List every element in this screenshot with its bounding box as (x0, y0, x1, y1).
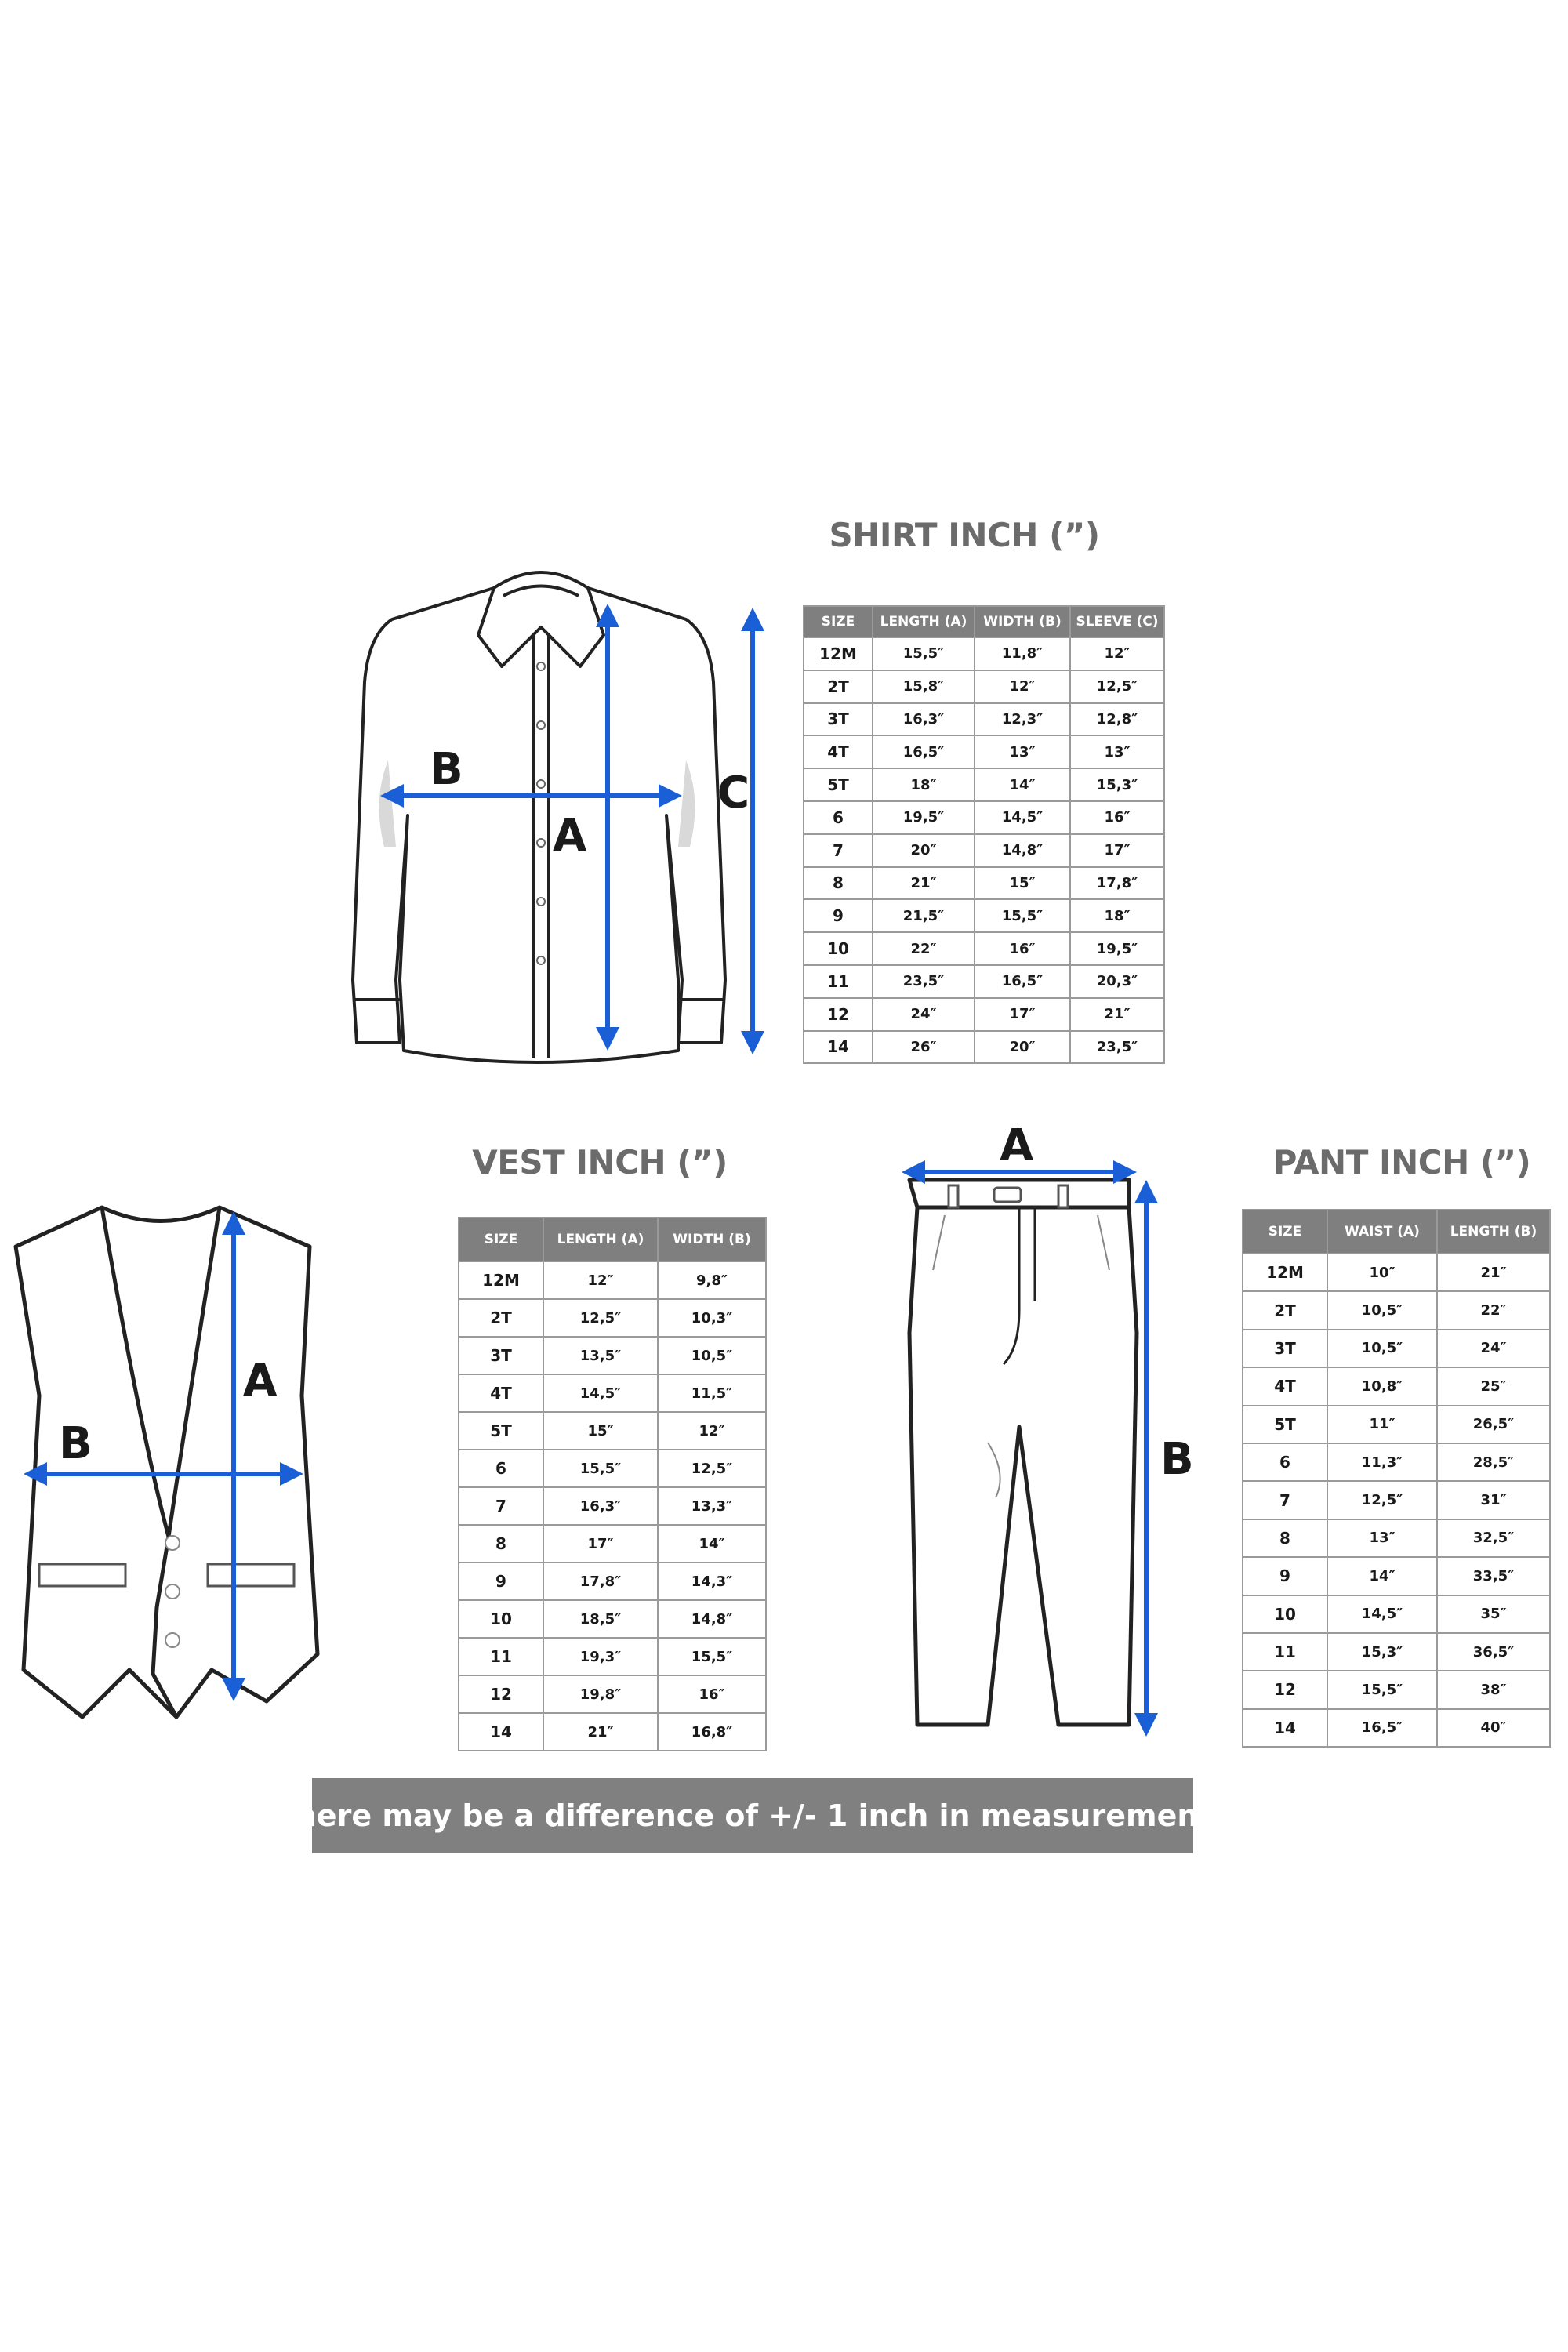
vest-cell: 9 (459, 1563, 543, 1600)
pant-table-row (1243, 1367, 1550, 1405)
shirt-cell: 15,5″ (873, 637, 975, 670)
pant-cell: 16,5″ (1327, 1709, 1437, 1747)
vest-cell: 16,8″ (658, 1713, 766, 1751)
shirt-table-row (804, 670, 1164, 703)
pant-cell: 2T (1243, 1291, 1327, 1329)
vest-cell: 15″ (543, 1412, 658, 1450)
pant-cell: 5T (1243, 1406, 1327, 1443)
vest-cell: 19,3″ (543, 1638, 658, 1675)
vest-cell: 14,5″ (543, 1374, 658, 1412)
shirt-table-row (804, 735, 1164, 768)
shirt-cell: 2T (804, 670, 873, 703)
shirt-title: SHIRT INCH (”) (829, 516, 1100, 554)
vest-cell: 11,5″ (658, 1374, 766, 1412)
vest-header-length: LENGTH (A) (543, 1218, 658, 1261)
pant-cell: 15,3″ (1327, 1633, 1437, 1671)
vest-cell: 7 (459, 1487, 543, 1525)
vest-table-row (459, 1525, 766, 1563)
vest-dim-label-a: A (243, 1356, 278, 1406)
pant-cell: 13″ (1327, 1519, 1437, 1557)
shirt-table-row (804, 801, 1164, 834)
shirt-cell: 11 (804, 965, 873, 998)
shirt-cell: 12M (804, 637, 873, 670)
pant-cell: 38″ (1437, 1671, 1550, 1708)
shirt-size-table (803, 605, 1165, 1064)
pant-cell: 36,5″ (1437, 1633, 1550, 1671)
vest-dim-label-b: B (59, 1418, 93, 1469)
shirt-cell: 14″ (975, 768, 1070, 801)
pant-table-row (1243, 1481, 1550, 1519)
vest-title: VEST INCH (”) (472, 1143, 728, 1181)
vest-cell: 21″ (543, 1713, 658, 1751)
pant-table-row (1243, 1406, 1550, 1443)
shirt-cell: 17″ (1070, 834, 1164, 867)
shirt-cell: 23,5″ (1070, 1031, 1164, 1064)
vest-cell: 19,8″ (543, 1675, 658, 1713)
vest-cell: 14,3″ (658, 1563, 766, 1600)
vest-cell: 17″ (543, 1525, 658, 1563)
pant-cell: 11 (1243, 1633, 1327, 1671)
vest-cell: 12,5″ (543, 1299, 658, 1337)
shirt-cell: 26″ (873, 1031, 975, 1064)
pant-cell: 33,5″ (1437, 1557, 1550, 1595)
pant-size-table (1242, 1209, 1551, 1748)
vest-header-size: SIZE (459, 1218, 543, 1261)
shirt-cell: 6 (804, 801, 873, 834)
vest-cell: 18,5″ (543, 1600, 658, 1638)
shirt-table-row (804, 834, 1164, 867)
pant-cell: 28,5″ (1437, 1443, 1550, 1481)
pant-table-row (1243, 1330, 1550, 1367)
shirt-cell: 16,3″ (873, 703, 975, 736)
vest-table-row (459, 1600, 766, 1638)
vest-table-row (459, 1299, 766, 1337)
pant-table-row (1243, 1254, 1550, 1291)
pant-cell: 24″ (1437, 1330, 1550, 1367)
vest-cell: 11 (459, 1638, 543, 1675)
vest-table-row (459, 1487, 766, 1525)
vest-cell: 15,5″ (543, 1450, 658, 1487)
pant-cell: 10 (1243, 1595, 1327, 1633)
shirt-cell: 19,5″ (1070, 932, 1164, 965)
pant-cell: 11,3″ (1327, 1443, 1437, 1481)
shirt-cell: 16″ (1070, 801, 1164, 834)
vest-cell: 4T (459, 1374, 543, 1412)
vest-cell: 13,3″ (658, 1487, 766, 1525)
pant-cell: 26,5″ (1437, 1406, 1550, 1443)
pant-header-waist: WAIST (A) (1327, 1210, 1437, 1254)
shirt-cell: 11,8″ (975, 637, 1070, 670)
vest-cell: 15,5″ (658, 1638, 766, 1675)
pant-cell: 40″ (1437, 1709, 1550, 1747)
shirt-header-width: WIDTH (B) (975, 606, 1070, 637)
vest-table-row (459, 1713, 766, 1751)
shirt-dim-label-a: A (553, 811, 587, 862)
pant-cell: 12 (1243, 1671, 1327, 1708)
shirt-cell: 13″ (975, 735, 1070, 768)
shirt-cell: 9 (804, 899, 873, 932)
shirt-cell: 16,5″ (975, 965, 1070, 998)
vest-cell: 10,3″ (658, 1299, 766, 1337)
vest-cell: 3T (459, 1337, 543, 1374)
vest-cell: 12M (459, 1261, 543, 1299)
pant-cell: 11″ (1327, 1406, 1437, 1443)
pant-table-row (1243, 1443, 1550, 1481)
shirt-header-sleeve: SLEEVE (C) (1070, 606, 1164, 637)
pant-cell: 31″ (1437, 1481, 1550, 1519)
pant-cell: 7 (1243, 1481, 1327, 1519)
vest-table-row (459, 1374, 766, 1412)
shirt-table-row (804, 703, 1164, 736)
pant-table-row (1243, 1557, 1550, 1595)
pant-header-length: LENGTH (B) (1437, 1210, 1550, 1254)
pant-illustration (902, 1120, 1200, 1748)
vest-cell: 10 (459, 1600, 543, 1638)
pant-cell: 32,5″ (1437, 1519, 1550, 1557)
vest-illustration (8, 1200, 337, 1733)
vest-table-row (459, 1563, 766, 1600)
vest-cell: 12,5″ (658, 1450, 766, 1487)
shirt-cell: 22″ (873, 932, 975, 965)
vest-table-row (459, 1261, 766, 1299)
vest-cell: 5T (459, 1412, 543, 1450)
shirt-cell: 12″ (1070, 637, 1164, 670)
shirt-cell: 23,5″ (873, 965, 975, 998)
vest-table-row (459, 1638, 766, 1675)
pant-cell: 14″ (1327, 1557, 1437, 1595)
pant-cell: 10,8″ (1327, 1367, 1437, 1405)
pant-cell: 12,5″ (1327, 1481, 1437, 1519)
shirt-cell: 24″ (873, 998, 975, 1031)
shirt-table-row (804, 768, 1164, 801)
pant-table-row (1243, 1709, 1550, 1747)
pant-cell: 8 (1243, 1519, 1327, 1557)
vest-cell: 12″ (543, 1261, 658, 1299)
shirt-cell: 14,8″ (975, 834, 1070, 867)
pant-title: PANT INCH (”) (1272, 1143, 1531, 1181)
shirt-cell: 14 (804, 1031, 873, 1064)
pant-cell: 9 (1243, 1557, 1327, 1595)
shirt-table-row (804, 637, 1164, 670)
pant-table-row (1243, 1519, 1550, 1557)
vest-cell: 17,8″ (543, 1563, 658, 1600)
shirt-cell: 15,8″ (873, 670, 975, 703)
pant-cell: 21″ (1437, 1254, 1550, 1291)
shirt-cell: 4T (804, 735, 873, 768)
shirt-cell: 12 (804, 998, 873, 1031)
shirt-cell: 10 (804, 932, 873, 965)
shirt-cell: 20″ (975, 1031, 1070, 1064)
pant-cell: 22″ (1437, 1291, 1550, 1329)
shirt-cell: 20,3″ (1070, 965, 1164, 998)
measurement-note: There may be a difference of +/- 1 inch in measurements (312, 1778, 1193, 1853)
shirt-cell: 12,5″ (1070, 670, 1164, 703)
shirt-cell: 12″ (975, 670, 1070, 703)
vest-cell: 2T (459, 1299, 543, 1337)
shirt-table-row (804, 998, 1164, 1031)
shirt-cell: 16″ (975, 932, 1070, 965)
shirt-cell: 20″ (873, 834, 975, 867)
shirt-table-row (804, 965, 1164, 998)
vest-cell: 16,3″ (543, 1487, 658, 1525)
shirt-table-row (804, 867, 1164, 900)
vest-table-row (459, 1450, 766, 1487)
pant-cell: 15,5″ (1327, 1671, 1437, 1708)
shirt-cell: 17″ (975, 998, 1070, 1031)
pant-cell: 14 (1243, 1709, 1327, 1747)
shirt-cell: 3T (804, 703, 873, 736)
pant-cell: 4T (1243, 1367, 1327, 1405)
pant-cell: 35″ (1437, 1595, 1550, 1633)
pant-table-row (1243, 1595, 1550, 1633)
pant-dim-label-b: B (1160, 1434, 1194, 1485)
vest-table-row (459, 1675, 766, 1713)
shirt-cell: 12,8″ (1070, 703, 1164, 736)
vest-cell: 16″ (658, 1675, 766, 1713)
pant-cell: 10″ (1327, 1254, 1437, 1291)
pant-table-row (1243, 1633, 1550, 1671)
shirt-cell: 14,5″ (975, 801, 1070, 834)
vest-cell: 14 (459, 1713, 543, 1751)
vest-header-width: WIDTH (B) (658, 1218, 766, 1261)
pant-cell: 3T (1243, 1330, 1327, 1367)
vest-size-table (458, 1217, 767, 1751)
shirt-dim-label-c: C (717, 768, 750, 818)
vest-cell: 14,8″ (658, 1600, 766, 1638)
vest-table-row (459, 1337, 766, 1374)
shirt-table-row (804, 932, 1164, 965)
pant-dim-label-a: A (1000, 1120, 1034, 1171)
shirt-cell: 21″ (1070, 998, 1164, 1031)
shirt-cell: 21″ (873, 867, 975, 900)
vest-cell: 8 (459, 1525, 543, 1563)
shirt-header-size: SIZE (804, 606, 873, 637)
shirt-cell: 15,3″ (1070, 768, 1164, 801)
shirt-cell: 7 (804, 834, 873, 867)
shirt-table-row (804, 1031, 1164, 1064)
shirt-header-length: LENGTH (A) (873, 606, 975, 637)
shirt-cell: 17,8″ (1070, 867, 1164, 900)
shirt-cell: 8 (804, 867, 873, 900)
shirt-cell: 5T (804, 768, 873, 801)
shirt-cell: 15″ (975, 867, 1070, 900)
shirt-cell: 18″ (1070, 899, 1164, 932)
shirt-illustration (298, 541, 784, 1058)
shirt-cell: 12,3″ (975, 703, 1070, 736)
shirt-dim-label-b: B (430, 744, 463, 795)
pant-table-row (1243, 1671, 1550, 1708)
pant-cell: 12M (1243, 1254, 1327, 1291)
shirt-cell: 21,5″ (873, 899, 975, 932)
vest-cell: 9,8″ (658, 1261, 766, 1299)
vest-table-row (459, 1412, 766, 1450)
pant-header-size: SIZE (1243, 1210, 1327, 1254)
vest-cell: 12 (459, 1675, 543, 1713)
shirt-cell: 19,5″ (873, 801, 975, 834)
vest-cell: 13,5″ (543, 1337, 658, 1374)
vest-cell: 10,5″ (658, 1337, 766, 1374)
pant-cell: 10,5″ (1327, 1291, 1437, 1329)
pant-cell: 14,5″ (1327, 1595, 1437, 1633)
shirt-cell: 13″ (1070, 735, 1164, 768)
pant-table-row (1243, 1291, 1550, 1329)
pant-cell: 6 (1243, 1443, 1327, 1481)
shirt-table-row (804, 899, 1164, 932)
vest-cell: 6 (459, 1450, 543, 1487)
pant-cell: 10,5″ (1327, 1330, 1437, 1367)
shirt-cell: 16,5″ (873, 735, 975, 768)
vest-cell: 12″ (658, 1412, 766, 1450)
pant-cell: 25″ (1437, 1367, 1550, 1405)
vest-cell: 14″ (658, 1525, 766, 1563)
shirt-cell: 18″ (873, 768, 975, 801)
shirt-cell: 15,5″ (975, 899, 1070, 932)
